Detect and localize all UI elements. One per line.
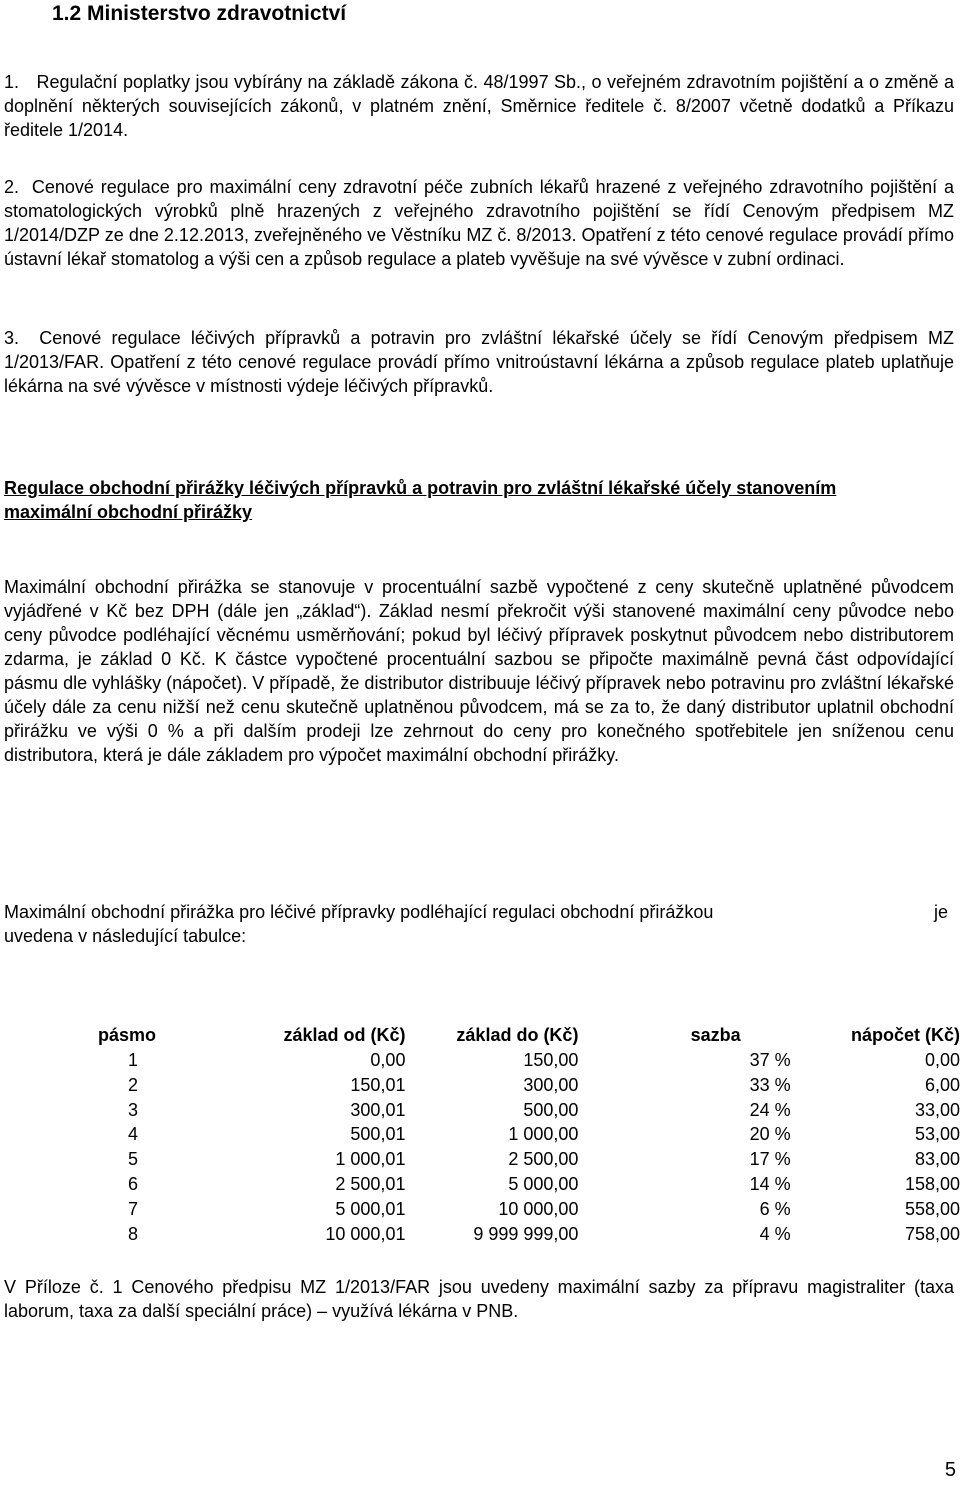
cell-napocet: 53,00 [914, 1124, 960, 1145]
list-number: 3. [4, 328, 20, 348]
cell-zaklad-do: 2 500,00 [508, 1149, 579, 1170]
paragraph-table-intro [4, 900, 954, 948]
list-number: 1. [4, 72, 20, 92]
cell-zaklad-od: 150,01 [350, 1074, 406, 1095]
cell-pasmo: 4 [128, 1124, 139, 1145]
table-row [96, 1098, 960, 1123]
cell-zaklad-od: 0,00 [370, 1050, 406, 1070]
intro-line-1: Maximální obchodní přirážka pro léčivé přípravky podléhající regulaci obchodní přirážkou [4, 902, 714, 922]
cell-pasmo: 1 [128, 1050, 139, 1070]
table-row [96, 1172, 960, 1197]
cell-zaklad-od: 1 000,01 [335, 1149, 406, 1170]
cell-napocet: 6,00 [924, 1074, 960, 1095]
cell-zaklad-do: 500,00 [523, 1099, 579, 1120]
cell-zaklad-od: 10 000,01 [325, 1223, 406, 1244]
cell-pasmo: 8 [128, 1223, 139, 1244]
list-text: Regulační poplatky jsou vybírány na základě zákona č. 48/1997 Sb., o veřejném zdravotním pojištění a o změně a doplnění některých souvisejících zákonů, v platném znění, Směrnice ředitele č. 8/2007 včetně dodatků a Příkazu ředitele 1/2014. [4, 72, 954, 140]
markup-table [96, 1023, 960, 1246]
table-row [96, 1073, 960, 1098]
cell-sazba: 24 % [749, 1099, 791, 1120]
cell-pasmo: 3 [128, 1099, 139, 1120]
cell-sazba: 33 % [749, 1074, 791, 1095]
cell-zaklad-od: 5 000,01 [335, 1198, 406, 1219]
cell-zaklad-do: 300,00 [523, 1074, 579, 1095]
cell-zaklad-do: 1 000,00 [508, 1124, 579, 1145]
cell-sazba: 14 % [749, 1173, 791, 1194]
cell-zaklad-do: 9 999 999,00 [473, 1223, 579, 1244]
list-number: 2. [4, 177, 20, 197]
cell-napocet: 83,00 [914, 1149, 960, 1170]
list-item-1 [4, 70, 954, 142]
list-item-2 [4, 175, 954, 271]
table-header-row [96, 1023, 960, 1048]
cell-pasmo: 7 [128, 1198, 139, 1219]
page-number: 5 [944, 1459, 956, 1481]
cell-napocet: 758,00 [904, 1223, 960, 1244]
table-row [96, 1122, 960, 1147]
table-row [96, 1222, 960, 1247]
table-row [96, 1197, 960, 1222]
cell-sazba: 37 % [749, 1050, 791, 1070]
section-heading: 1.2 Ministerstvo zdravotnictví [52, 2, 347, 25]
list-text: Cenové regulace léčivých přípravků a potravin pro zvláštní lékařské účely se řídí Cenovým předpisem MZ 1/2013/FAR. Opatření z této cenové regulace provádí přímo vnitroústavní lékárna a způsob regulace plateb uplatňuje lékárna na své vývěsce v místnosti výdeje léčivých přípravků. [4, 328, 954, 396]
list-item-3 [4, 326, 954, 398]
cell-sazba: 6 % [759, 1198, 791, 1219]
section-subheading: Regulace obchodní přirážky léčivých přípravků a potravin pro zvláštní lékařské účely stanovením maximální obchodní přirážky [4, 478, 837, 522]
header-sazba: sazba [690, 1025, 741, 1045]
cell-napocet: 158,00 [904, 1173, 960, 1194]
table-row [96, 1048, 960, 1073]
cell-pasmo: 5 [128, 1149, 139, 1170]
cell-zaklad-do: 150,00 [523, 1050, 579, 1070]
cell-zaklad-od: 500,01 [350, 1124, 406, 1145]
cell-sazba: 4 % [759, 1223, 791, 1244]
cell-napocet: 558,00 [904, 1198, 960, 1219]
intro-line-2: uvedena v následující tabulce: [4, 926, 247, 946]
cell-sazba: 17 % [749, 1149, 791, 1170]
cell-zaklad-do: 5 000,00 [508, 1173, 579, 1194]
cell-zaklad-do: 10 000,00 [498, 1198, 579, 1219]
header-zaklad-do: základ do (Kč) [456, 1025, 579, 1045]
list-text: Cenové regulace pro maximální ceny zdravotní péče zubních lékařů hrazené z veřejného zdravotního pojištění a stomatologických výrobků plně hrazených z veřejného zdravotního pojištění se řídí Cenovým předpisem MZ 1/2014/DZP ze dne 2.12.2013, zveřejněného ve Věstníku MZ č. 8/2013. Opatření z této cenové regulace provádí přímo ústavní lékař stomatolog a výši cen a způsob regulace a plateb vyvěšuje na své vývěsce v zubní ordinaci. [4, 177, 954, 269]
paragraph-appendix-note: V Příloze č. 1 Cenového předpisu MZ 1/2013/FAR jsou uvedeny maximální sazby za přípravu magistraliter (taxa laborum, taxa za další speciální práce) – využívá lékárna v PNB. [4, 1277, 954, 1321]
cell-sazba: 20 % [749, 1124, 791, 1145]
cell-napocet: 33,00 [914, 1099, 960, 1120]
paragraph-markup: Maximální obchodní přirážka se stanovuje v procentuální sazbě vypočtené z ceny skutečně uplatněné původcem vyjádřené v Kč bez DPH (dále jen „základ“). Základ nesmí překročit výši stanovené maximální ceny původce nebo ceny původce podléhající věcnému usměrňování; pokud byl léčivý přípravek poskytnut původcem nebo distributorem zdarma, je základ 0 Kč. K částce vypočtené procentuální sazbou se připočte maximálně pevná část odpovídající pásmu dle vyhlášky (nápočet). V případě, že distributor distribuuje léčivý přípravek nebo potravinu pro zvláštní lékařské účely dále za cenu nižší než cenu skutečně uplatněnou původcem, má se za to, že daný distributor uplatnil obchodní přirážku ve výši 0 % a při dalším prodeji lze zehrnout do ceny pro konečného spotřebitele jen sníženou cenu distributora, která je dále základem pro výpočet maximální obchodní přirážky. [4, 577, 954, 765]
cell-zaklad-od: 300,01 [350, 1099, 406, 1120]
header-pasmo: pásmo [98, 1025, 157, 1045]
cell-pasmo: 6 [128, 1173, 139, 1194]
cell-napocet: 0,00 [924, 1050, 960, 1070]
cell-pasmo: 2 [128, 1074, 139, 1095]
header-napocet: nápočet (Kč) [850, 1025, 960, 1045]
cell-zaklad-od: 2 500,01 [335, 1173, 406, 1194]
header-zaklad-od: základ od (Kč) [283, 1025, 406, 1045]
table-row [96, 1147, 960, 1172]
intro-word: je [934, 902, 949, 922]
